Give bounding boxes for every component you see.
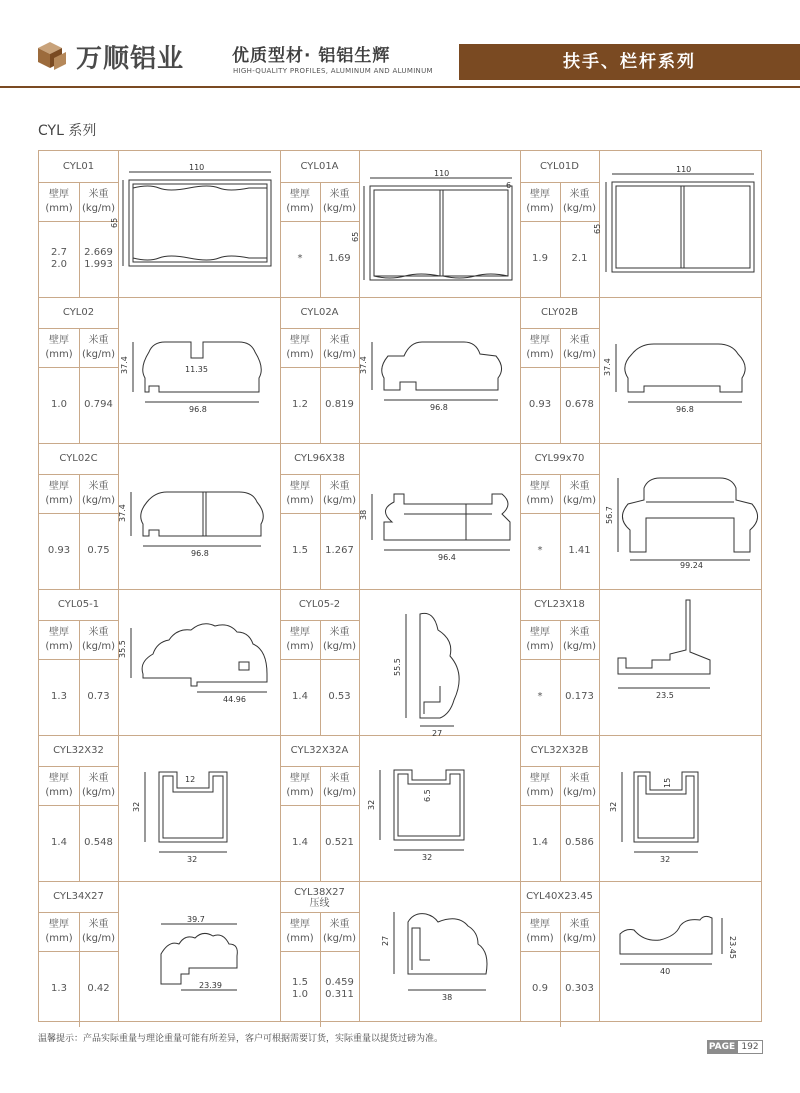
col-header-weight-unit: (kg/m): [562, 787, 597, 798]
table-cell-divider: [520, 328, 599, 329]
dim-height: 32: [609, 801, 618, 812]
weight-value: 1.69: [328, 253, 351, 264]
product-code: CYL99x70: [534, 453, 585, 464]
table-cell-divider: [520, 912, 599, 913]
dim-slot: 12: [185, 775, 196, 784]
table-cell-divider: [520, 474, 599, 475]
product-code: CYL05-1: [57, 599, 100, 610]
col-header-weight: 米重: [569, 919, 590, 930]
dim-length: 23.39: [199, 981, 222, 990]
weight-value: 0.73: [87, 691, 110, 702]
product-code: CLY02B: [541, 307, 578, 318]
col-header-weight: 米重: [329, 189, 350, 200]
weight-value: 1.41: [568, 545, 591, 556]
weight-value: 1.267: [325, 545, 354, 556]
thickness-value: 1.4: [292, 691, 308, 702]
profile-drawing: [351, 152, 519, 296]
dim-width: 96.8: [189, 405, 207, 414]
cross-section-svg: [351, 152, 519, 296]
page-number: 192: [737, 1040, 763, 1054]
col-header-thickness-unit: (mm): [286, 641, 314, 652]
col-header-thickness-unit: (mm): [526, 349, 554, 360]
table-cell-divider: [520, 620, 599, 621]
col-header-weight: 米重: [569, 189, 590, 200]
product-code: CYL01: [62, 161, 95, 172]
cross-section-svg: [360, 736, 519, 880]
dim-width: 32: [422, 853, 433, 862]
col-header-weight-unit: (kg/m): [81, 641, 116, 652]
dim-slot: 11.35: [185, 365, 208, 374]
col-header-thickness: 壁厚: [290, 481, 310, 492]
dim-height: 65: [110, 217, 119, 228]
thickness-value: *: [537, 691, 543, 702]
weight-value: 0.173: [565, 691, 594, 702]
dim-height: 65: [351, 231, 360, 242]
table-cell-divider: [520, 182, 599, 183]
col-header-weight-unit: (kg/m): [562, 933, 597, 944]
table-cell-divider: [280, 367, 359, 368]
dim-width: 110: [434, 169, 450, 178]
table-cell-divider: [39, 766, 118, 767]
profile-drawing: [110, 152, 279, 296]
cross-section-svg: [600, 444, 762, 588]
thickness-value: 2.0: [51, 259, 67, 270]
table-cell-divider: [39, 620, 118, 621]
col-header-thickness: 壁厚: [290, 335, 310, 346]
col-header-weight: 米重: [569, 773, 590, 784]
col-header-weight: 米重: [329, 335, 350, 346]
col-header-thickness: 壁厚: [49, 919, 69, 930]
col-header-thickness: 壁厚: [530, 189, 550, 200]
thickness-value: 1.4: [292, 837, 308, 848]
col-header-thickness-unit: (mm): [45, 349, 73, 360]
page-label: PAGE: [708, 1042, 736, 1052]
thickness-value: 1.2: [292, 399, 308, 410]
table-cell-divider: [520, 805, 599, 806]
weight-value: 0.53: [328, 691, 351, 702]
thickness-value: 1.0: [292, 989, 308, 1000]
col-header-weight-unit: (kg/m): [81, 349, 116, 360]
dim-width: 27: [432, 729, 443, 738]
page-header: [0, 0, 800, 88]
dim-height: 23.45: [728, 936, 737, 959]
thickness-value: 0.9: [532, 983, 548, 994]
col-header-weight-unit: (kg/m): [322, 495, 357, 506]
product-code: CYL34X27: [53, 891, 104, 902]
col-header-weight-unit: (kg/m): [81, 933, 116, 944]
profile-drawing: [360, 736, 519, 880]
product-code-sub: 压线: [309, 898, 330, 909]
dim-height: 65: [593, 223, 602, 234]
col-header-weight: 米重: [88, 919, 109, 930]
table-cell-divider: [280, 951, 359, 952]
col-header-thickness-unit: (mm): [526, 933, 554, 944]
thickness-value: 1.4: [51, 837, 67, 848]
thickness-value: 1.5: [292, 977, 308, 988]
dim-height: 32: [132, 801, 141, 812]
thickness-value: 1.3: [51, 691, 67, 702]
dim-height: 38: [359, 509, 368, 520]
weight-value: 0.303: [565, 983, 594, 994]
cross-section-svg: [600, 736, 762, 880]
table-cell-divider: [39, 328, 118, 329]
col-header-thickness-unit: (mm): [45, 203, 73, 214]
col-header-weight-unit: (kg/m): [322, 933, 357, 944]
col-header-weight-unit: (kg/m): [81, 495, 116, 506]
table-cell-divider: [520, 367, 599, 368]
dim-width: 110: [189, 163, 205, 172]
col-header-weight: 米重: [329, 919, 350, 930]
thickness-value: 1.3: [51, 983, 67, 994]
weight-value: 0.586: [565, 837, 594, 848]
col-header-weight-unit: (kg/m): [322, 641, 357, 652]
dim-width: 96.8: [191, 549, 209, 558]
dim-depth: 6.5: [423, 789, 432, 802]
cross-section-svg: [600, 882, 762, 1026]
dim-width: 96.8: [676, 405, 694, 414]
table-cell-divider: [280, 805, 359, 806]
product-table: [38, 150, 762, 1022]
profile-drawing: [600, 298, 762, 442]
profile-drawing: [360, 882, 519, 1026]
col-header-thickness: 壁厚: [290, 627, 310, 638]
product-code: CYL40X23.45: [526, 891, 593, 902]
col-header-weight-unit: (kg/m): [562, 495, 597, 506]
weight-value: 0.42: [87, 983, 110, 994]
col-header-thickness: 壁厚: [290, 773, 310, 784]
thickness-value: 0.93: [528, 399, 552, 410]
dim-height: 32: [367, 799, 376, 810]
col-header-weight-unit: (kg/m): [322, 349, 357, 360]
col-header-thickness: 壁厚: [530, 919, 550, 930]
dim-height: 37.4: [120, 356, 129, 374]
col-header-thickness: 壁厚: [49, 335, 69, 346]
col-header-thickness-unit: (mm): [286, 349, 314, 360]
col-header-thickness: 壁厚: [530, 481, 550, 492]
cross-section-svg: [600, 590, 762, 734]
col-header-thickness: 壁厚: [530, 335, 550, 346]
dim-width: 110: [676, 165, 692, 174]
weight-value: 0.459: [325, 977, 354, 988]
table-cell-divider: [520, 951, 599, 952]
table-cell-divider: [520, 221, 599, 222]
col-header-weight-unit: (kg/m): [562, 349, 597, 360]
cross-section-svg: [119, 298, 279, 442]
cross-section-svg: [360, 298, 519, 442]
table-cell-divider: [39, 805, 118, 806]
footer-note: 温馨提示：产品实际重量与理论重量可能有所差异，客户可根据需要订货，实际重量以提货过磅为准。: [38, 1034, 444, 1044]
series-title: 扶手、栏杆系列: [563, 52, 696, 72]
col-header-thickness-unit: (mm): [526, 787, 554, 798]
series-banner: [459, 44, 800, 80]
weight-value: 0.521: [325, 837, 354, 848]
product-code: CYL32X32: [53, 745, 104, 756]
col-header-weight: 米重: [569, 335, 590, 346]
dim-width: 32: [187, 855, 198, 864]
col-header-weight: 米重: [569, 627, 590, 638]
cross-section-svg: [110, 152, 279, 296]
dim-height: 35.5: [118, 640, 127, 658]
profile-drawing: [360, 444, 519, 588]
table-cell-divider: [280, 912, 359, 913]
profile-drawing: [119, 590, 279, 734]
col-header-weight-unit: (kg/m): [562, 203, 597, 214]
product-code: CYL05-2: [298, 599, 341, 610]
product-code: CYL23X18: [534, 599, 585, 610]
weight-value: 2.1: [571, 253, 588, 264]
weight-value: 0.311: [325, 989, 354, 1000]
slogan-en: HIGH-QUALITY PROFILES, ALUMINUM AND ALUMINUM: [233, 67, 433, 75]
table-cell-divider: [39, 474, 118, 475]
profile-drawing: [593, 152, 762, 296]
table-cell-divider: [280, 474, 359, 475]
col-header-thickness-unit: (mm): [286, 495, 314, 506]
thickness-value: 2.7: [51, 247, 67, 258]
cross-section-svg: [360, 590, 519, 738]
col-header-weight: 米重: [88, 335, 109, 346]
brand-logo-icon: [36, 38, 70, 72]
cross-section-svg: [600, 298, 762, 442]
product-code: CYL02C: [59, 453, 98, 464]
thickness-value: *: [537, 545, 543, 556]
table-cell-divider: [39, 513, 118, 514]
weight-value: 0.548: [84, 837, 113, 848]
col-header-thickness-unit: (mm): [286, 933, 314, 944]
weight-value: 0.75: [87, 545, 110, 556]
brand-name: 万顺铝业: [76, 44, 185, 74]
profile-drawing: [360, 298, 519, 442]
dim-width: 96.4: [438, 553, 456, 562]
col-header-thickness-unit: (mm): [526, 203, 554, 214]
dim-height: 37.4: [118, 504, 127, 522]
col-header-weight: 米重: [88, 627, 109, 638]
col-header-weight-unit: (kg/m): [562, 641, 597, 652]
profile-drawing: [600, 444, 762, 588]
thickness-value: *: [297, 253, 303, 264]
table-cell-divider: [520, 513, 599, 514]
thickness-value: 0.93: [47, 545, 71, 556]
col-header-thickness-unit: (mm): [286, 203, 314, 214]
col-header-thickness-unit: (mm): [45, 495, 73, 506]
product-code: CYL38X27: [294, 887, 345, 898]
cross-section-svg: [593, 152, 762, 296]
dim-height: 27: [381, 935, 390, 946]
dim-height: 37.4: [359, 356, 368, 374]
col-header-thickness: 壁厚: [49, 773, 69, 784]
dim-width: 23.5: [656, 691, 674, 700]
product-code: CYL02A: [300, 307, 339, 318]
table-cell-divider: [520, 659, 599, 660]
table-cell-divider: [39, 951, 118, 952]
table-cell-divider: [280, 513, 359, 514]
weight-value: 2.669: [84, 247, 113, 258]
table-cell-divider: [39, 367, 118, 368]
profile-drawing: [119, 882, 279, 1026]
cross-section-svg: [119, 736, 279, 880]
cross-section-svg: [360, 444, 519, 588]
col-header-thickness-unit: (mm): [526, 495, 554, 506]
weight-value: 0.819: [325, 399, 354, 410]
col-header-thickness: 壁厚: [49, 481, 69, 492]
table-cell-divider: [280, 328, 359, 329]
dim-height: 56.7: [605, 506, 614, 524]
profile-drawing: [360, 590, 519, 738]
dim-lip: 6: [506, 181, 512, 190]
product-code: CYL32X32B: [530, 745, 589, 756]
dim-width: 44.96: [223, 695, 246, 704]
weight-value: 1.993: [84, 259, 113, 270]
col-header-weight-unit: (kg/m): [322, 787, 357, 798]
product-code: CYL01A: [300, 161, 339, 172]
weight-value: 0.678: [565, 399, 594, 410]
product-code: CYL96X38: [294, 453, 345, 464]
col-header-weight-unit: (kg/m): [81, 787, 116, 798]
section-title: CYL 系列: [38, 123, 97, 139]
col-header-thickness: 壁厚: [49, 189, 69, 200]
profile-drawing: [600, 882, 762, 1026]
dim-height: 55.5: [393, 658, 402, 676]
col-header-thickness: 壁厚: [290, 919, 310, 930]
profile-drawing: [600, 736, 762, 880]
dim-width: 39.7: [187, 915, 205, 924]
table-cell-divider: [280, 182, 359, 183]
product-code: CYL02: [62, 307, 95, 318]
dim-width: 99.24: [680, 561, 703, 570]
table-cell-divider: [280, 659, 359, 660]
table-cell-divider: [39, 182, 118, 183]
weight-value: 0.794: [84, 399, 113, 410]
col-header-weight-unit: (kg/m): [322, 203, 357, 214]
cross-section-svg: [119, 882, 279, 1026]
thickness-value: 1.5: [292, 545, 308, 556]
profile-drawing: [119, 444, 279, 588]
cross-section-svg: [119, 444, 279, 588]
col-header-weight: 米重: [329, 627, 350, 638]
col-header-thickness: 壁厚: [530, 627, 550, 638]
dim-height: 37.4: [603, 358, 612, 376]
col-header-thickness-unit: (mm): [526, 641, 554, 652]
thickness-value: 1.4: [532, 837, 548, 848]
table-cell-divider: [280, 221, 359, 222]
thickness-value: 1.0: [51, 399, 67, 410]
header-divider: [0, 86, 800, 88]
col-header-thickness-unit: (mm): [45, 933, 73, 944]
dim-width: 38: [442, 993, 453, 1002]
product-code: CYL32X32A: [290, 745, 349, 756]
dim-width: 96.8: [430, 403, 448, 412]
profile-drawing: [600, 590, 762, 734]
col-header-weight: 米重: [88, 481, 109, 492]
dim-width: 32: [660, 855, 671, 864]
col-header-thickness-unit: (mm): [286, 787, 314, 798]
cross-section-svg: [360, 882, 519, 1026]
slogan: 优质型材· 铝铝生辉: [232, 46, 391, 66]
table-cell-divider: [39, 659, 118, 660]
table-cell-divider: [520, 766, 599, 767]
col-header-weight: 米重: [329, 481, 350, 492]
col-header-thickness: 壁厚: [49, 627, 69, 638]
col-header-thickness-unit: (mm): [45, 641, 73, 652]
dim-depth: 15: [663, 777, 672, 788]
thickness-value: 1.9: [532, 253, 548, 264]
product-code: CYL01D: [540, 161, 579, 172]
table-cell-divider: [280, 620, 359, 621]
col-header-weight-unit: (kg/m): [81, 203, 116, 214]
col-header-thickness: 壁厚: [530, 773, 550, 784]
col-header-thickness: 壁厚: [290, 189, 310, 200]
table-cell-divider: [280, 766, 359, 767]
col-header-weight: 米重: [88, 773, 109, 784]
dim-width: 40: [660, 967, 671, 976]
col-header-weight: 米重: [329, 773, 350, 784]
col-header-weight: 米重: [88, 189, 109, 200]
table-cell-divider: [39, 912, 118, 913]
col-header-thickness-unit: (mm): [45, 787, 73, 798]
profile-drawing: [119, 736, 279, 880]
table-cell-divider: [39, 221, 118, 222]
cross-section-svg: [119, 590, 279, 734]
profile-drawing: [119, 298, 279, 442]
col-header-weight: 米重: [569, 481, 590, 492]
